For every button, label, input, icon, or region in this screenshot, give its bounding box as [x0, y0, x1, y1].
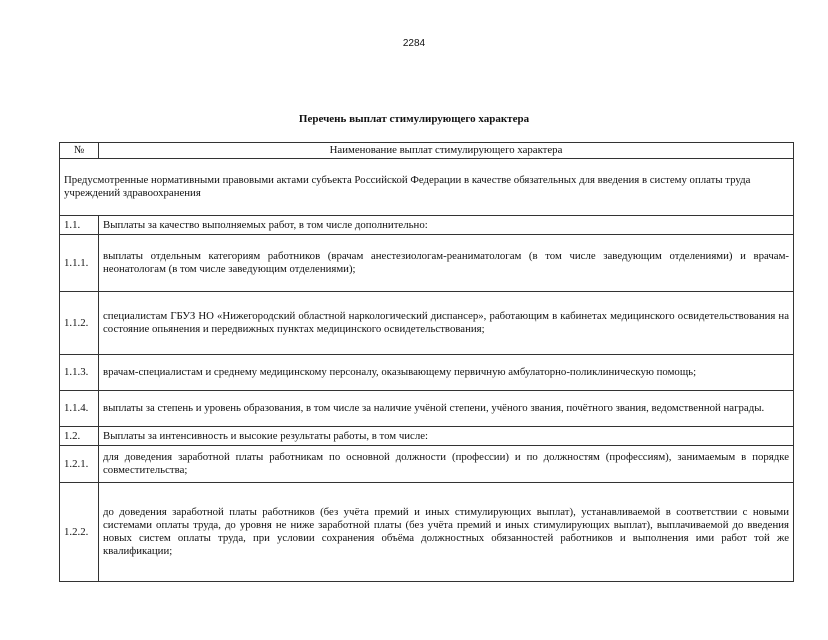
- row-number: 1.1.1.: [60, 235, 99, 292]
- page-number: 2284: [402, 38, 426, 49]
- table-row: [60, 216, 794, 235]
- document-title: Перечень выплат стимулирующего характера: [298, 113, 530, 125]
- table-row: [60, 292, 794, 355]
- table-row: [60, 391, 794, 427]
- row-text: выплаты отдельным категориям работников (врачам анестезиологам-реаниматологам (в том числе заведующим отделениями) и врачам-неонатологам (в том числе заведующим отделениями);: [99, 235, 794, 292]
- table-row: [60, 235, 794, 292]
- table-row: [60, 427, 794, 446]
- payments-table: [59, 142, 794, 582]
- intro-text: Предусмотренные нормативными правовыми актами субъекта Российской Федерации в качестве обязательных для введения в систему оплаты труда учреждений здравоохранения: [60, 159, 794, 216]
- row-text: врачам-специалистам и среднему медицинскому персоналу, оказывающему первичную амбулаторно-поликлиническую помощь;: [99, 355, 794, 391]
- header-name: Наименование выплат стимулирующего характера: [99, 143, 794, 159]
- table-intro-row: [60, 159, 794, 216]
- table-header-row: [60, 143, 794, 159]
- row-number: 1.1.4.: [60, 391, 99, 427]
- row-number: 1.1.3.: [60, 355, 99, 391]
- row-number: 1.2.1.: [60, 446, 99, 483]
- row-text: Выплаты за интенсивность и высокие результаты работы, в том числе:: [99, 427, 794, 446]
- row-text: до доведения заработной платы работников (без учёта премий и иных стимулирующих выплат), устанавливаемой в соответствии с новыми системами оплаты труда, до уровня не ниже заработной платы (без учёта премий и иных стимулирующих выплат), выплачиваемой до введения новых систем оплаты труда, при условии сохранения объёма должностных обязанностей работников и выполнения ими работ той же квалификации;: [99, 483, 794, 582]
- row-number: 1.1.: [60, 216, 99, 235]
- table-row: [60, 483, 794, 582]
- row-number: 1.2.: [60, 427, 99, 446]
- row-number: 1.2.2.: [60, 483, 99, 582]
- row-text: для доведения заработной платы работникам по основной должности (профессии) и по должностям (профессиям), занимаемым в порядке совместительства;: [99, 446, 794, 483]
- table-row: [60, 355, 794, 391]
- header-num: №: [60, 143, 99, 159]
- row-number: 1.1.2.: [60, 292, 99, 355]
- row-text: выплаты за степень и уровень образования, в том числе за наличие учёной степени, учёного звания, почётного звания, ведомственной награды.: [99, 391, 794, 427]
- row-text: специалистам ГБУЗ НО «Нижегородский областной наркологический диспансер», работающим в кабинетах медицинского освидетельствования на состояние опьянения и передвижных пунктах медицинского освидетельствования;: [99, 292, 794, 355]
- table-row: [60, 446, 794, 483]
- row-text: Выплаты за качество выполняемых работ, в том числе дополнительно:: [99, 216, 794, 235]
